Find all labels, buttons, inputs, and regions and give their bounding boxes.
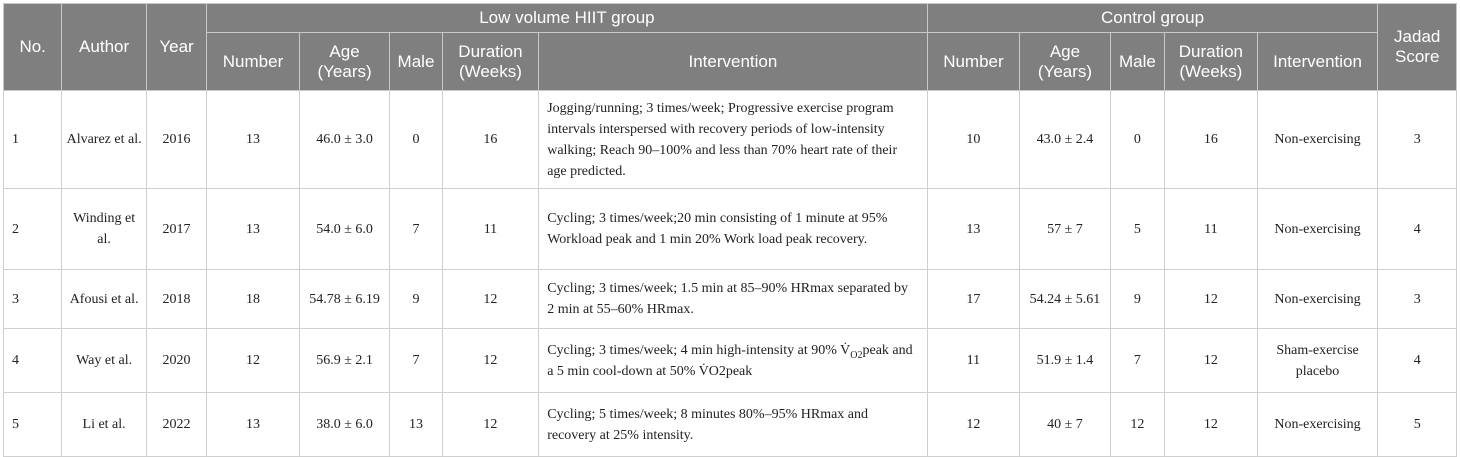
cell-hiit-intervention: Jogging/running; 3 times/week; Progressive exercise program intervals interspersed with recovery periods of low-intensity walking; Reach 90–100% and less than 70% heart rate of their age predicted. [539, 91, 927, 189]
cell-hiit-number: 12 [207, 329, 300, 393]
cell-hiit-duration: 12 [442, 393, 539, 457]
header-hiit-number: Number [207, 33, 300, 91]
cell-hiit-male: 13 [390, 393, 442, 457]
cell-control-duration: 16 [1165, 91, 1258, 189]
cell-control-age: 57 ± 7 [1020, 189, 1111, 270]
cell-jadad: 3 [1378, 91, 1457, 189]
cell-year: 2017 [146, 189, 206, 270]
cell-hiit-number: 13 [207, 189, 300, 270]
cell-jadad: 5 [1378, 393, 1457, 457]
header-hiit-group: Low volume HIIT group [207, 4, 927, 33]
cell-author: Afousi et al. [62, 270, 147, 329]
cell-hiit-male: 0 [390, 91, 442, 189]
cell-author: Alvarez et al. [62, 91, 147, 189]
cell-hiit-male: 7 [390, 189, 442, 270]
cell-hiit-age: 54.78 ± 6.19 [299, 270, 390, 329]
study-characteristics-table [3, 3, 1457, 457]
cell-control-number: 13 [927, 189, 1020, 270]
cell-control-number: 10 [927, 91, 1020, 189]
cell-control-male: 7 [1110, 329, 1164, 393]
cell-year: 2022 [146, 393, 206, 457]
header-hiit-age: Age (Years) [299, 33, 390, 91]
table-row [4, 270, 1457, 329]
header-row-columns [4, 33, 1457, 91]
header-hiit-duration: Duration (Weeks) [442, 33, 539, 91]
cell-jadad: 3 [1378, 270, 1457, 329]
header-control-intervention: Intervention [1257, 33, 1378, 91]
header-jadad-score: Jadad Score [1378, 4, 1457, 91]
cell-jadad: 4 [1378, 329, 1457, 393]
cell-control-age: 54.24 ± 5.61 [1020, 270, 1111, 329]
header-control-male: Male [1110, 33, 1164, 91]
cell-hiit-duration: 12 [442, 329, 539, 393]
intervention-text-part1: Cycling; 3 times/week; 4 min high-intensity at 90% V̇ [547, 342, 851, 358]
cell-control-male: 0 [1110, 91, 1164, 189]
cell-year: 2016 [146, 91, 206, 189]
table-row [4, 329, 1457, 393]
cell-control-age: 40 ± 7 [1020, 393, 1111, 457]
cell-hiit-duration: 12 [442, 270, 539, 329]
cell-no: 1 [4, 91, 62, 189]
cell-control-age: 51.9 ± 1.4 [1020, 329, 1111, 393]
cell-control-intervention: Non-exercising [1257, 393, 1378, 457]
header-control-age: Age (Years) [1020, 33, 1111, 91]
cell-jadad: 4 [1378, 189, 1457, 270]
cell-hiit-age: 56.9 ± 2.1 [299, 329, 390, 393]
cell-year: 2020 [146, 329, 206, 393]
cell-control-male: 5 [1110, 189, 1164, 270]
cell-hiit-age: 54.0 ± 6.0 [299, 189, 390, 270]
cell-control-number: 17 [927, 270, 1020, 329]
cell-no: 3 [4, 270, 62, 329]
cell-no: 5 [4, 393, 62, 457]
cell-hiit-number: 18 [207, 270, 300, 329]
cell-hiit-number: 13 [207, 91, 300, 189]
cell-control-age: 43.0 ± 2.4 [1020, 91, 1111, 189]
header-row-groups [4, 4, 1457, 33]
cell-author: Li et al. [62, 393, 147, 457]
cell-control-duration: 12 [1165, 270, 1258, 329]
cell-hiit-intervention: Cycling; 5 times/week; 8 minutes 80%–95% HRmax and recovery at 25% intensity. [539, 393, 927, 457]
cell-hiit-number: 13 [207, 393, 300, 457]
cell-control-duration: 11 [1165, 189, 1258, 270]
table-row [4, 189, 1457, 270]
intervention-text-part2: peak and a 5 min cool-down at 50% V̇O2peak [547, 342, 913, 379]
table-row [4, 393, 1457, 457]
cell-control-male: 9 [1110, 270, 1164, 329]
header-control-duration: Duration (Weeks) [1165, 33, 1258, 91]
cell-year: 2018 [146, 270, 206, 329]
o2-subscript: O2 [850, 349, 863, 361]
cell-no: 2 [4, 189, 62, 270]
header-control-number: Number [927, 33, 1020, 91]
cell-hiit-age: 38.0 ± 6.0 [299, 393, 390, 457]
cell-control-number: 12 [927, 393, 1020, 457]
cell-hiit-male: 7 [390, 329, 442, 393]
header-hiit-male: Male [390, 33, 442, 91]
header-hiit-intervention: Intervention [539, 33, 927, 91]
cell-control-intervention: Non-exercising [1257, 91, 1378, 189]
cell-control-intervention: Non-exercising [1257, 270, 1378, 329]
cell-author: Way et al. [62, 329, 147, 393]
header-no: No. [4, 4, 62, 91]
table-row [4, 91, 1457, 189]
header-control-group: Control group [927, 4, 1378, 33]
cell-control-duration: 12 [1165, 393, 1258, 457]
cell-control-number: 11 [927, 329, 1020, 393]
cell-hiit-duration: 16 [442, 91, 539, 189]
cell-hiit-male: 9 [390, 270, 442, 329]
cell-hiit-intervention: Cycling; 3 times/week; 1.5 min at 85–90% HRmax separated by 2 min at 55–60% HRmax. [539, 270, 927, 329]
cell-hiit-duration: 11 [442, 189, 539, 270]
header-author: Author [62, 4, 147, 91]
cell-hiit-intervention [539, 329, 927, 393]
header-year: Year [146, 4, 206, 91]
cell-control-intervention: Non-exercising [1257, 189, 1378, 270]
cell-control-intervention: Sham-exercise placebo [1257, 329, 1378, 393]
cell-no: 4 [4, 329, 62, 393]
cell-hiit-intervention: Cycling; 3 times/week;20 min consisting of 1 minute at 95% Workload peak and 1 min 20% Work load peak recovery. [539, 189, 927, 270]
cell-control-male: 12 [1110, 393, 1164, 457]
cell-hiit-age: 46.0 ± 3.0 [299, 91, 390, 189]
cell-author: Winding et al. [62, 189, 147, 270]
cell-control-duration: 12 [1165, 329, 1258, 393]
